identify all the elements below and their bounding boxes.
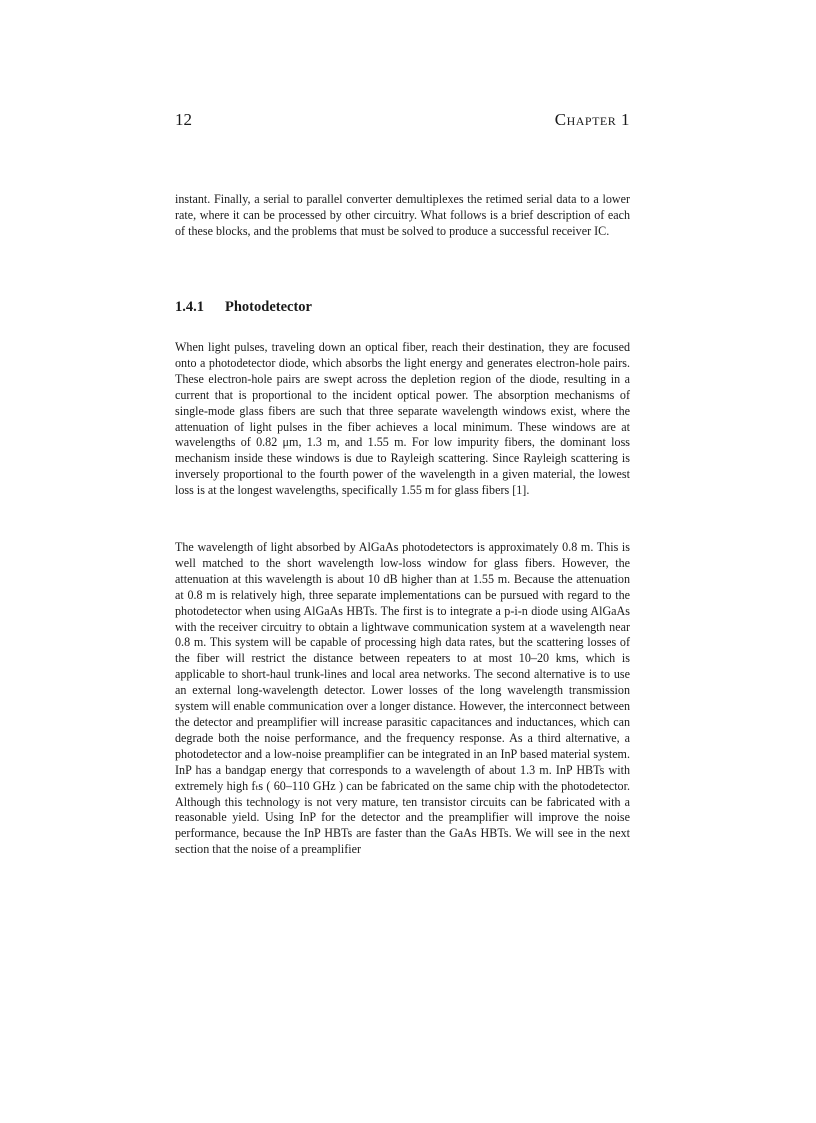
section-title: Photodetector (225, 299, 312, 315)
chapter-label: Chapter 1 (554, 110, 630, 129)
section-number: 1.4.1 (175, 299, 204, 315)
page-number: 12 (175, 110, 192, 129)
running-head (175, 110, 630, 132)
page (175, 0, 630, 1123)
section-heading (175, 299, 312, 316)
paragraph-text: instant. Finally, a serial to parallel converter demultiplexes the retimed serial data to a lower rate, where it can be processed by other circuitry. What follows is a brief description of each of these blocks, and the problems that must be solved to produce a successful receiver IC. (175, 192, 630, 238)
intro-paragraph (175, 192, 630, 240)
paragraph-text: When light pulses, traveling down an optical fiber, reach their destination, they are focused onto a photodetector diode, which absorbs the light energy and generates electron-hole pairs. These electron-hole pairs are swept across the depletion region of the diode, resulting in a current that is proportional to the incident optical power. The absorption mechanisms of single-mode glass fibers are such that three separate wavelength windows exist, where the attenuation of light pulses in the fiber achieves a local minimum. These windows are at wavelengths of 0.82 μm, 1.3 m, and 1.55 m. For low impurity fibers, the dominant loss mechanism inside these windows is due to Rayleigh scattering. Since Rayleigh scattering is inversely proportional to the fourth power of the wavelength in a given material, the lowest loss is at the longest wavelengths, specifically 1.55 m for glass fibers [1]. (175, 340, 630, 498)
paragraph-text: The wavelength of light absorbed by AlGaAs photodetectors is approximately 0.8 m. This is well matched to the short wavelength low-loss window for glass fibers. However, the attenuation at this wavelength is about 10 dB higher than at 1.55 m. Because the attenuation at 0.8 m is relatively high, three separate implementations can be pursued with regard to the photodetector when using AlGaAs HBTs. The first is to integrate a p-i-n diode using AlGaAs with the receiver circuitry to obtain a lightwave communication system at a wavelength near 0.8 m. This system will be capable of processing high data rates, but the scattering losses of the fiber will restrict the distance between repeaters to at most 10–20 kms, which is applicable to short-haul trunk-lines and local area networks. The second alternative is to use an external long-wavelength detector. Lower losses of the long wavelength transmission system will enable communication over a longer distance. However, the interconnect between the detector and preamplifier will increase parasitic capacitances and inductances, which can degrade both the noise performance, and the frequency response. As a third alternative, a photodetector and a low-noise preamplifier can be integrated in an InP based material system. InP has a bandgap energy that corresponds to a wavelength of about 1.3 m. InP HBTs with extremely high fₜs ( 60–110 GHz ) can be fabricated on the same chip with the photodetector. Although this technology is not very mature, ten transistor circuits can be fabricated with a reasonable yield. Using InP for the detector and the preamplifier will improve the noise performance, because the InP HBTs are faster than the GaAs HBTs. We will see in the next section that the noise of a preamplifier (175, 540, 630, 857)
photodetector-paragraph-2 (175, 540, 630, 858)
photodetector-paragraph-1 (175, 340, 630, 499)
